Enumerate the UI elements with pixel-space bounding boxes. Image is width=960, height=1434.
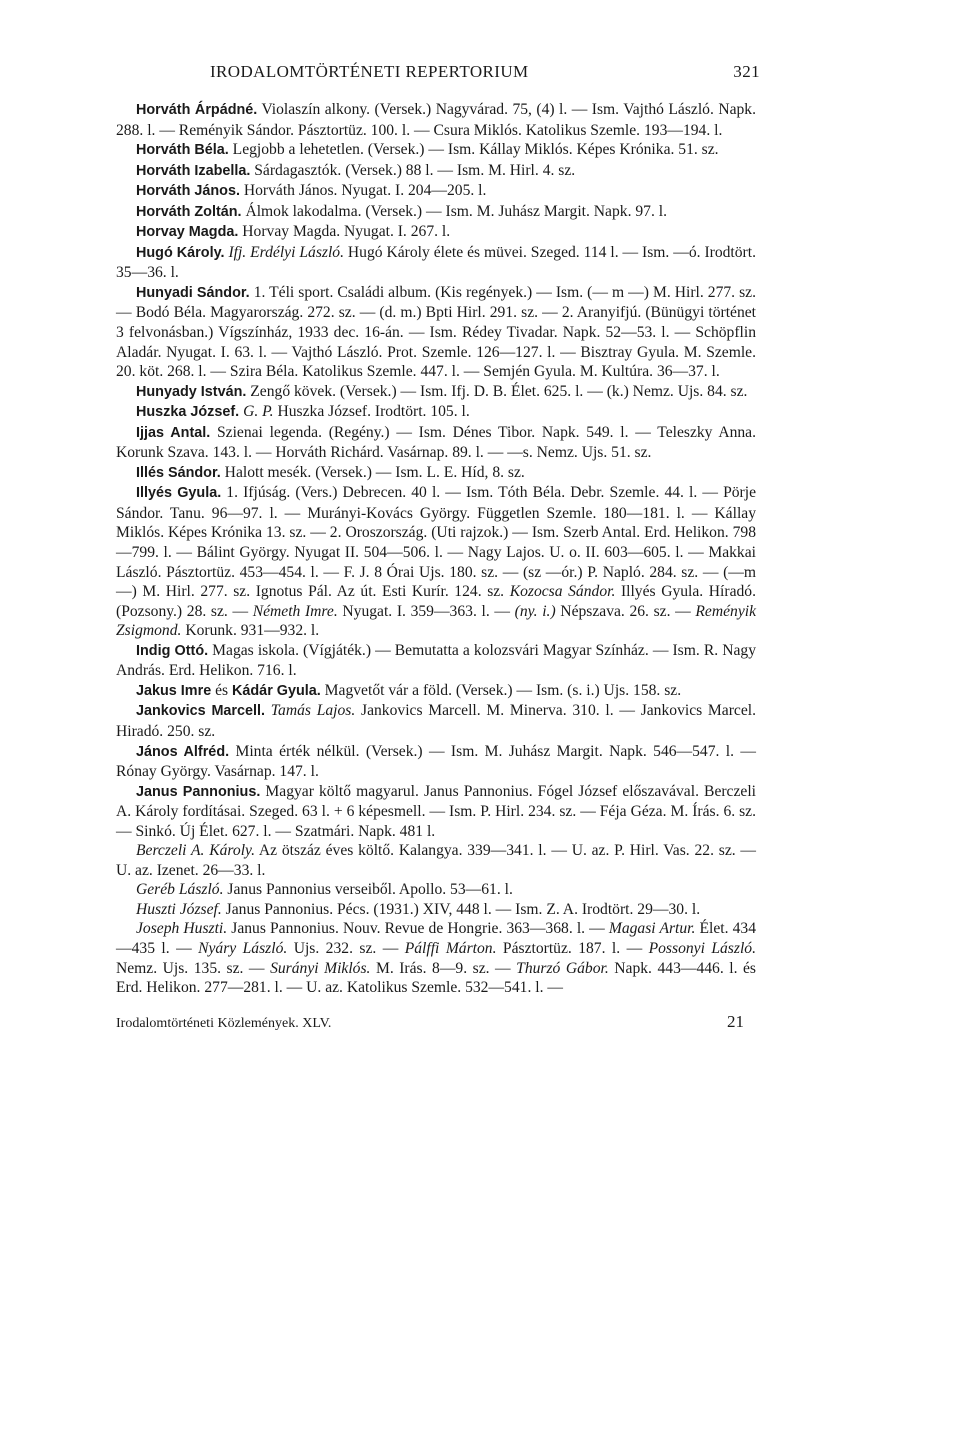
bibliography-entry xyxy=(116,782,756,842)
entry-text: 1. Téli sport. Családi album. (Kis regények.) — Ism. (— m —) M. Hirl. 277. sz. — Bodó Béla. Magyarország. 272. sz. — (d. m.) Bpti Hirl. 291. sz. — 2. Aranyifjú. (Bünügyi történet 3 felvonásban.) Vígszínház, 1933 dec. 16-án. — Ism. Rédey Tivadar. Napk. 52—53. l. — Schöpflin Aladár. Nyugat. I. 63. l. — Vajthó László. Prot. Szemle. 126—127. l. — Bisztray Gyula. M. Szemle. 20. köt. 268. l. — Szira Béla. Katolikus Szemle. 447. l. — Semjén Gyula. M. Kultúra. 36—37. l. xyxy=(116,283,756,381)
entry-italic-name: Kozocsa Sándor. xyxy=(509,583,616,601)
entry-author: Horvay Magda. xyxy=(136,224,239,241)
entry-author: Jakus Imre xyxy=(136,682,212,699)
entry-italic-name: Nyáry László. xyxy=(198,939,288,957)
entry-author: Horváth Béla. xyxy=(136,142,229,159)
bibliography-entry xyxy=(116,202,756,223)
entry-author: Illyés Gyula. xyxy=(136,485,222,502)
bibliography-entry xyxy=(116,641,756,681)
entry-author: Indig Ottó. xyxy=(136,642,209,659)
entry-italic-name: Thurzó Gábor. xyxy=(516,959,609,977)
entry-text: Illyés Gyula. Híradó. (Pozsony.) 28. sz. — xyxy=(116,583,756,620)
entry-italic-name: Huszti József. xyxy=(136,900,222,918)
entry-text: Legjobb a lehetetlen. (Versek.) — Ism. Kállay Miklós. Képes Krónika. 51. sz. xyxy=(228,141,719,159)
entry-text: Ujs. 232. sz. — xyxy=(287,939,405,957)
bibliography-entry xyxy=(116,681,756,702)
bibliography-entry xyxy=(116,463,756,484)
entry-text: Nyugat. I. 359—363. l. — xyxy=(337,602,515,620)
bibliography-entry xyxy=(116,701,756,741)
entry-text: Álmok lakodalma. (Versek.) — Ism. M. Juhász Margit. Napk. 97. l. xyxy=(241,202,667,220)
entry-author: Kádár Gyula. xyxy=(232,682,321,699)
entry-text: M. Irás. 8—9. sz. — xyxy=(370,959,517,977)
bibliography-entry xyxy=(116,742,756,782)
page xyxy=(116,62,760,1032)
entry-author: Horváth Izabella. xyxy=(136,162,251,179)
entry-text: Violaszín alkony. (Versek.) Nagyvárad. 75, (4) l. — Ism. Vajthó László. Napk. 288. l. — Reményik Sándor. Pásztortüz. 100. l. — Csura Miklós. Katolikus Szemle. 193—194. l. xyxy=(116,101,756,139)
bibliography-entry xyxy=(116,100,756,140)
entry-text: Élet. 434—435 l. — xyxy=(116,920,756,957)
entry-author: Hunyadi Sándor. xyxy=(136,284,250,301)
bibliography-entries xyxy=(116,100,756,998)
entry-author: Hunyady István. xyxy=(136,383,247,400)
entry-text: Minta érték nélkül. (Versek.) — Ism. M. Juhász Margit. Napk. 546—547. l. — Rónay György. Vasárnap. 147. l. xyxy=(116,742,756,781)
bibliography-entry xyxy=(116,222,756,243)
running-title: IRODALOMTÖRTÉNETI REPERTORIUM xyxy=(210,62,529,81)
entry-text: 1. Ifjúság. (Vers.) Debrecen. 40 l. — Ism. Tóth Béla. Debr. Szemle. 44. l. — Pörje Sándor. Tanu. 96—97. l. — Murányi-Kovács György. Független Szemle. 180—181. l. — Kállay Miklós. Képes Krónika 13. sz. — 2. Oroszország. (Uti rajzok.) — Ism. Szerb Antal. Erd. Helikon. 798—799. l. — Bálint György. Nyugat II. 504—506. l. — Nagy Lajos. U. o. II. 603—605. l. — Makkai László. Pásztortüz. 453—454. l. — F. J. 8 Órai Ujs. 180. sz. — (sz —ór.) P. Napló. 284. sz. — (—m—) M. Hirl. 277. sz. Ignotus Pál. Az út. Esti Kurír. 124. sz. xyxy=(116,484,756,601)
entry-text: Horvay Magda. Nyugat. I. 267. l. xyxy=(238,223,451,241)
entry-text: Napk. 443—446. l. és Erd. Helikon. 277—281. l. — U. az. Katolikus Szemle. 532—541. l. — xyxy=(116,959,757,997)
entry-italic-name: Surányi Miklós. xyxy=(270,959,371,977)
entry-text: Magyar költő magyarul. Janus Pannonius. Fógel József előszavával. Berczeli A. Károly fordításai. Szeged. 63 l. + 6 képesmell. — Ism. P. Hirl. 234. sz. — Féja Géza. M. Írás. 6. sz. — Sinkó. Új Élet. 627. l. — Szatmári. Napk. 481 l. xyxy=(116,782,756,840)
bibliography-entry xyxy=(116,919,756,997)
entry-author: Horváth Zoltán. xyxy=(136,203,242,220)
entry-italic-name: Magasi Artur. xyxy=(608,920,696,938)
entry-author: Horváth János. xyxy=(136,183,240,200)
page-number: 321 xyxy=(733,62,760,81)
bibliography-entry xyxy=(116,880,756,900)
entry-text: Az ötszáz éves költő. Kalangya. 339—341. l. — U. az. P. Hirl. Vas. 22. sz. — U. az. Izenet. 26—33. l. xyxy=(116,842,757,879)
entry-text: Janus Pannonius. Pécs. (1931.) XIV, 448 l. — Ism. Z. A. Irodtört. 29—30. l. xyxy=(221,900,701,918)
entry-text: Pásztortüz. 187. l. — xyxy=(496,939,649,957)
bibliography-entry xyxy=(116,283,756,382)
sheet-signature: 21 xyxy=(727,1011,744,1031)
entry-text: Korunk. 931—932. l. xyxy=(181,622,320,640)
entry-italic-name: Joseph Huszti. xyxy=(136,920,228,938)
bibliography-entry xyxy=(116,161,756,182)
bibliography-entry xyxy=(116,483,756,640)
entry-author: Ijjas Antal. xyxy=(136,424,211,441)
entry-italic-name: G. P. xyxy=(243,403,274,421)
page-footer xyxy=(116,1012,756,1032)
entry-text: Horváth János. Nyugat. I. 204—205. l. xyxy=(239,182,487,200)
bibliography-entry xyxy=(116,382,756,403)
entry-text: és xyxy=(211,681,232,699)
entry-text: Hugó Károly élete és müvei. Szeged. 114 l. — Ism. —ó. Irodtört. 35—36. l. xyxy=(116,243,756,282)
entry-author: Illés Sándor. xyxy=(136,464,221,481)
running-header xyxy=(210,62,760,82)
entry-italic-name: Ifj. Erdélyi László. xyxy=(228,243,344,261)
entry-text: Halott mesék. (Versek.) — Ism. L. E. Híd, 8. sz. xyxy=(220,463,525,481)
entry-text: Janus Pannonius verseiből. Apollo. 53—61. l. xyxy=(223,881,513,899)
entry-text: Jankovics Marcell. M. Minerva. 310. l. — Jankovics Marcel. Hiradó. 250. sz. xyxy=(116,702,756,740)
entry-text: Sárdagasztók. (Versek.) 88 l. — Ism. M. Hirl. 4. sz. xyxy=(250,161,576,179)
bibliography-entry xyxy=(116,181,756,202)
entry-text: Népszava. 26. sz. — xyxy=(555,602,696,620)
entry-italic-name: Geréb László. xyxy=(136,881,224,899)
entry-text: Huszka József. Irodtört. 105. l. xyxy=(273,403,470,421)
entry-text: Magvetőt vár a föld. (Versek.) — Ism. (s. i.) Ujs. 158. sz. xyxy=(320,681,682,699)
entry-author: Hugó Károly. xyxy=(136,244,225,261)
entry-italic-name: (ny. i.) xyxy=(514,602,556,620)
entry-author: Jankovics Marcell. xyxy=(136,703,266,720)
bibliography-entry xyxy=(116,900,756,920)
entry-text: Zengő kövek. (Versek.) — Ism. Ifj. D. B. Élet. 625. l. — (k.) Nemz. Ujs. 84. sz. xyxy=(246,382,748,400)
entry-author: Huszka József. xyxy=(136,404,240,421)
bibliography-entry xyxy=(116,402,756,423)
entry-italic-name: Berczeli A. Károly. xyxy=(136,842,255,860)
entry-text: Szienai legenda. (Regény.) — Ism. Dénes Tibor. Napk. 549. l. — Teleszky Anna. Korunk Szava. 143. l. — Horváth Richárd. Vasárnap. 89. l. — —s. Nemz. Ujs. 51. sz. xyxy=(116,423,756,462)
entry-italic-name: Németh Imre. xyxy=(252,602,338,620)
entry-author: János Alfréd. xyxy=(136,743,230,760)
entry-italic-name: Possonyi László. xyxy=(648,939,756,957)
bibliography-entry xyxy=(116,243,756,283)
bibliography-entry xyxy=(116,841,756,880)
entry-text: Janus Pannonius. Nouv. Revue de Hongrie. 363—368. l. — xyxy=(227,920,609,938)
entry-author: Janus Pannonius. xyxy=(136,783,261,800)
entry-italic-name: Tamás Lajos. xyxy=(270,702,356,720)
entry-italic-name: Reményik Zsigmond. xyxy=(116,602,756,640)
entry-author: Horváth Árpádné. xyxy=(136,102,258,118)
journal-signature: Irodalomtörténeti Közlemények. XLV. xyxy=(116,1015,332,1031)
entry-text: Magas iskola. (Vígjáték.) — Bemutatta a kolozsvári Magyar Színház. — Ism. R. Nagy András. Erd. Helikon. 716. l. xyxy=(116,641,756,680)
entry-italic-name: Pálffi Márton. xyxy=(404,939,497,957)
bibliography-entry xyxy=(116,140,756,161)
bibliography-entry xyxy=(116,423,756,463)
entry-text: Nemz. Ujs. 135. sz. — xyxy=(116,959,271,977)
